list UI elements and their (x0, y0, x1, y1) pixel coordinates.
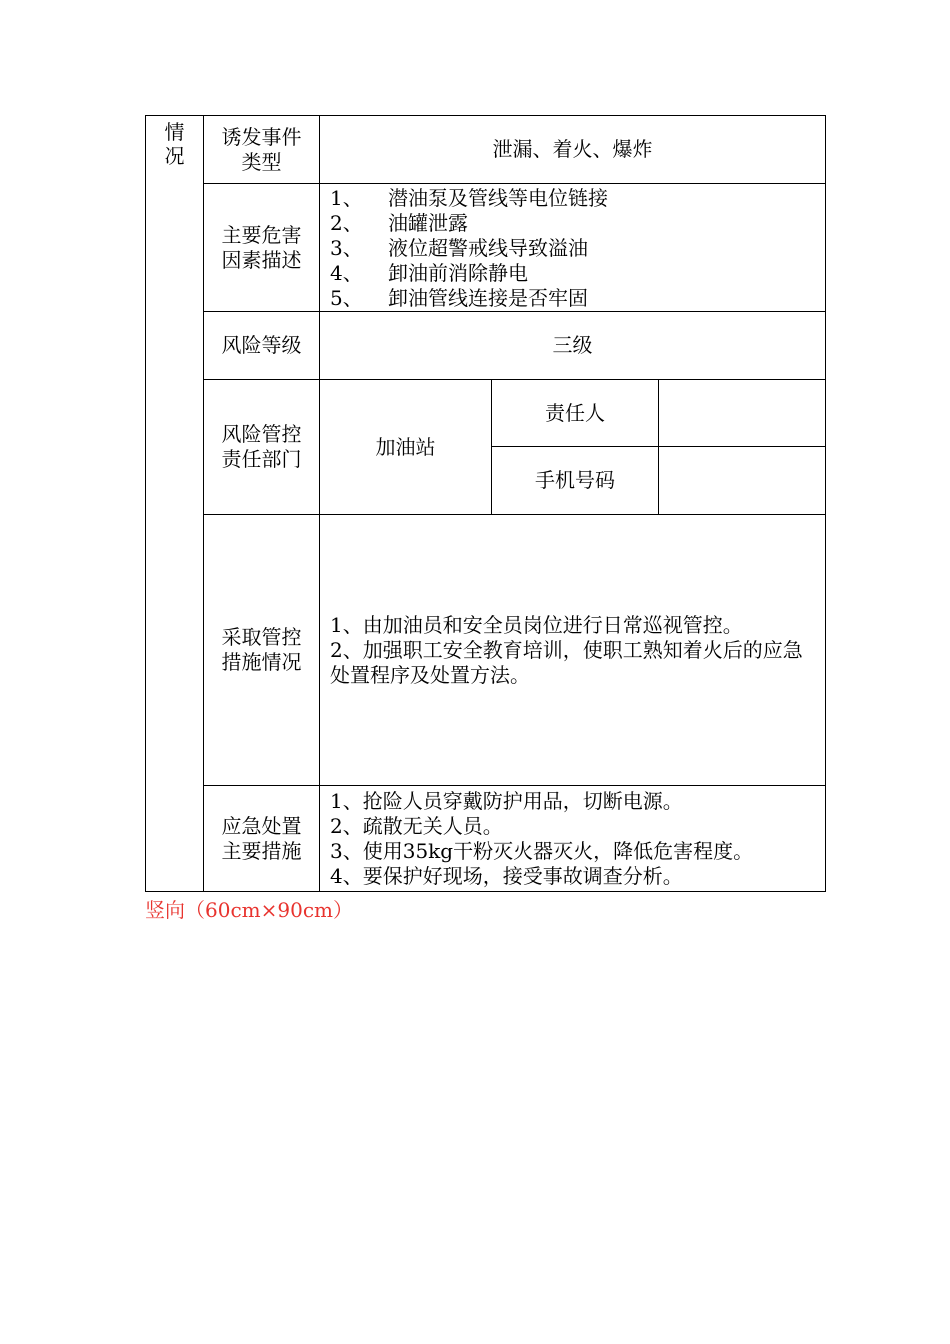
risk-level-value: 三级 (320, 312, 826, 380)
dept-value: 加油站 (320, 380, 492, 515)
row-event-type (146, 116, 826, 184)
person-value[interactable] (659, 380, 826, 447)
emergency-item: 1、抢险人员穿戴防护用品，切断电源。 (330, 788, 683, 813)
hazard-item: 4、 卸油前消除静电 (330, 261, 528, 285)
event-type-label: 诱发事件类型 (221, 124, 302, 174)
dept-label: 风险管控责任部门 (221, 422, 302, 471)
measure-item: 2、加强职工安全教育培训，使职工熟知着火后的应急处置程序及处置方法。 (330, 637, 803, 687)
measures-label-cell (204, 515, 320, 786)
row-measures (146, 515, 826, 786)
risk-level-label-cell (204, 312, 320, 380)
size-caption: 竖向（60cm×90cm） (145, 898, 353, 922)
row-emergency (146, 786, 826, 892)
event-type-label-cell (204, 116, 320, 184)
emergency-item: 4、要保护好现场，接受事故调查分析。 (330, 863, 683, 888)
row-risk-level (146, 312, 826, 380)
emergency-item: 3、使用35kg干粉灭火器灭火，降低危害程度。 (330, 838, 754, 863)
event-type-value: 泄漏、着火、爆炸 (320, 116, 826, 184)
hazard-item: 1、 潜油泵及管线等电位链接 (330, 186, 608, 210)
dept-label-cell (204, 380, 320, 515)
hazards-label-cell (204, 184, 320, 312)
row-hazards (146, 184, 826, 312)
emergency-label: 应急处置主要措施 (221, 813, 302, 863)
measures-label: 采取管控措施情况 (221, 625, 302, 674)
phone-label: 手机号码 (492, 447, 659, 515)
emergency-list (320, 786, 826, 892)
hazards-label: 主要危害因素描述 (221, 222, 302, 272)
phone-value[interactable] (659, 447, 826, 515)
measure-item: 1、由加油员和安全员岗位进行日常巡视管控。 (330, 612, 743, 637)
person-label: 责任人 (492, 380, 659, 447)
hazard-item: 2、 油罐泄露 (330, 211, 468, 235)
hazard-item: 5、 卸油管线连接是否牢固 (330, 286, 588, 310)
hazard-item: 3、 液位超警戒线导致溢油 (330, 236, 588, 260)
hazards-list (320, 184, 826, 312)
side-header-cell (146, 116, 204, 892)
side-label: 情况 (164, 120, 185, 168)
risk-control-table (145, 115, 826, 892)
emergency-label-cell (204, 786, 320, 892)
risk-card (145, 115, 825, 892)
emergency-item: 2、疏散无关人员。 (330, 813, 503, 838)
row-dept-person (146, 380, 826, 447)
risk-level-label: 风险等级 (221, 333, 302, 357)
measures-text (320, 515, 826, 786)
